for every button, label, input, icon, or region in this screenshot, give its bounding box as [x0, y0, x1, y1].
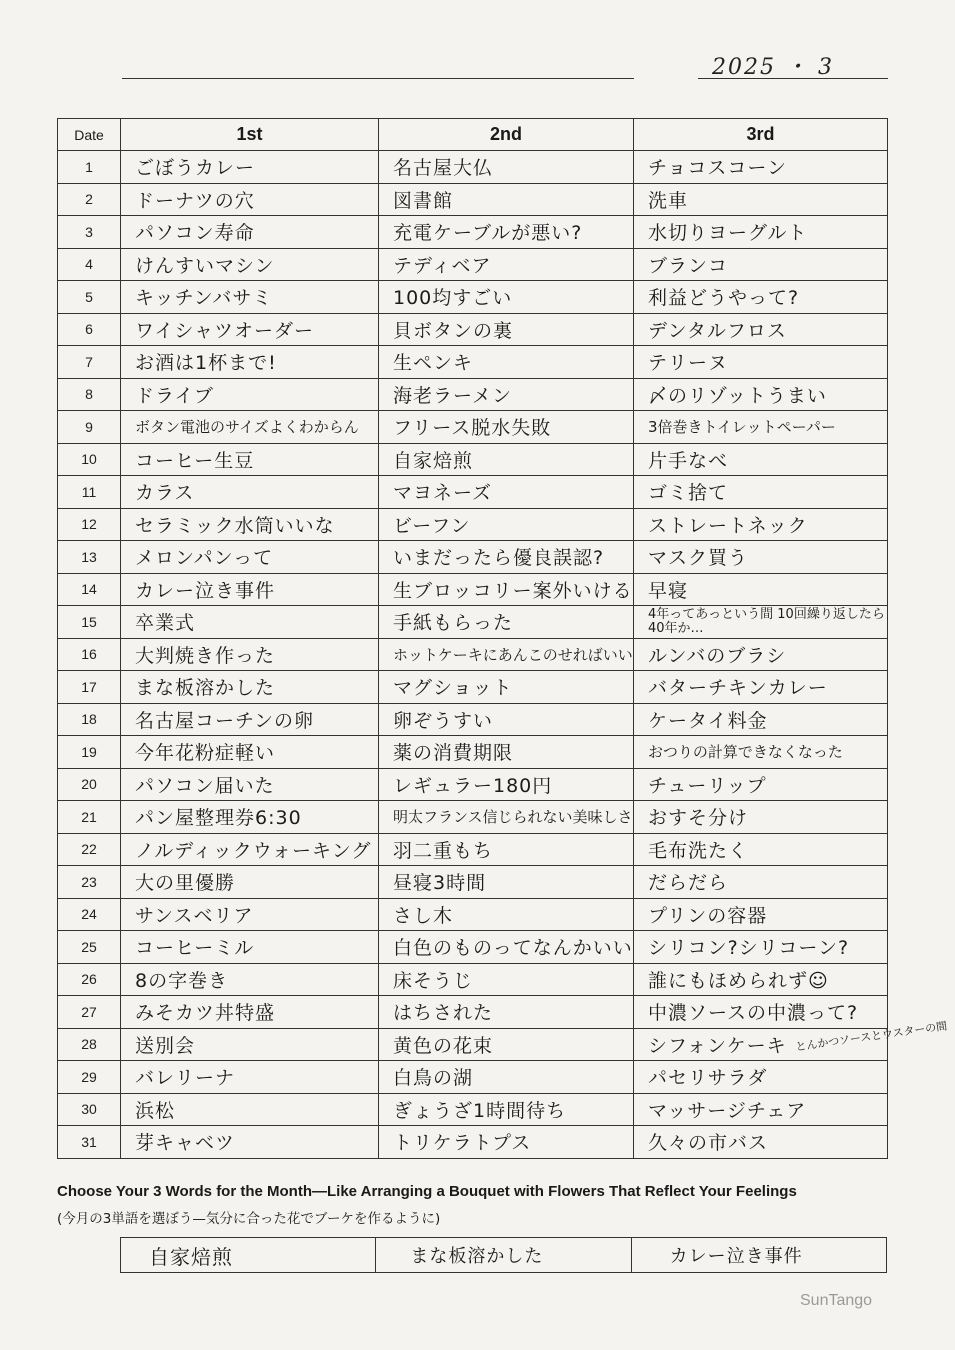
entry-1st: まな板溶かした [121, 671, 379, 704]
entry-3rd: おすそ分け [634, 801, 888, 834]
date-cell: 11 [58, 476, 121, 509]
table-row [58, 313, 888, 346]
entry-3rd: ストレートネック [634, 508, 888, 541]
entry-2nd: 羽二重もち [379, 833, 634, 866]
table-row [58, 638, 888, 671]
table-row [58, 281, 888, 314]
date-cell: 20 [58, 768, 121, 801]
table-row [58, 1126, 888, 1159]
table-row [58, 216, 888, 249]
entry-2nd: 昼寝3時間 [379, 866, 634, 899]
entry-1st: サンスベリア [121, 898, 379, 931]
entry-1st: メロンパンって [121, 541, 379, 574]
entry-3rd: 久々の市バス [634, 1126, 888, 1159]
entry-2nd: ビーフン [379, 508, 634, 541]
monthly-word-1: 自家焙煎 [121, 1238, 376, 1273]
date-cell: 7 [58, 346, 121, 379]
entry-2nd: 自家焙煎 [379, 443, 634, 476]
entry-3rd: シリコン?シリコーン? [634, 931, 888, 964]
section-title: Choose Your 3 Words for the Month—Like Arranging a Bouquet with Flowers That Reflect Your Feelings [57, 1183, 797, 1200]
entry-1st: カラス [121, 476, 379, 509]
date-cell: 28 [58, 1028, 121, 1061]
date-cell: 18 [58, 703, 121, 736]
entry-3rd: パセリサラダ [634, 1061, 888, 1094]
table-row [58, 151, 888, 184]
table-row [58, 736, 888, 769]
date-cell: 21 [58, 801, 121, 834]
table-row [58, 801, 888, 834]
date-cell: 31 [58, 1126, 121, 1159]
entry-2nd: 100均すごい [379, 281, 634, 314]
column-header-1st: 1st [121, 119, 379, 151]
entry-1st: ドーナツの穴 [121, 183, 379, 216]
date-cell: 30 [58, 1093, 121, 1126]
entry-1st: ごぼうカレー [121, 151, 379, 184]
entry-2nd: トリケラトプス [379, 1126, 634, 1159]
entry-2nd: 充電ケーブルが悪い? [379, 216, 634, 249]
entry-3rd: 〆のリゾットうまい [634, 378, 888, 411]
table-row [58, 1061, 888, 1094]
entry-1st: パン屋整理券6:30 [121, 801, 379, 834]
date-cell: 26 [58, 963, 121, 996]
entry-2nd: 明太フランス信じられない美味しさ [379, 801, 634, 834]
date-cell: 17 [58, 671, 121, 704]
date-cell: 13 [58, 541, 121, 574]
table-row [58, 1093, 888, 1126]
entry-2nd: 黄色の花束 [379, 1028, 634, 1061]
entry-3rd: チューリップ [634, 768, 888, 801]
entry-2nd: 床そうじ [379, 963, 634, 996]
entry-3rd: テリーヌ [634, 346, 888, 379]
entry-2nd: いまだったら優良誤認? [379, 541, 634, 574]
table-row [58, 963, 888, 996]
table-row [58, 346, 888, 379]
entry-2nd: 図書館 [379, 183, 634, 216]
table-row [58, 996, 888, 1029]
date-cell: 25 [58, 931, 121, 964]
entry-1st: パソコン届いた [121, 768, 379, 801]
entry-3rd: 誰にもほめられず☺ [634, 963, 888, 996]
entry-2nd: マヨネーズ [379, 476, 634, 509]
table-row [58, 183, 888, 216]
date-cell: 15 [58, 606, 121, 639]
entry-1st: コーヒー生豆 [121, 443, 379, 476]
table-body [58, 151, 888, 1159]
column-header-date: Date [58, 119, 121, 151]
entry-2nd: フリース脱水失敗 [379, 411, 634, 444]
monthly-words-table [120, 1237, 887, 1273]
entry-1st: セラミック水筒いいな [121, 508, 379, 541]
entry-3rd: ゴミ捨て [634, 476, 888, 509]
entry-3rd: 中濃ソースの中濃って? [634, 996, 888, 1029]
entry-2nd: はちされた [379, 996, 634, 1029]
entry-1st: ドライブ [121, 378, 379, 411]
table-row [58, 606, 888, 639]
entry-2nd: 名古屋大仏 [379, 151, 634, 184]
date-cell: 4 [58, 248, 121, 281]
date-cell: 5 [58, 281, 121, 314]
entry-1st: みそカツ丼特盛 [121, 996, 379, 1029]
entry-3rd: 3倍巻きトイレットペーパー [634, 411, 888, 444]
header-blank-line [122, 78, 634, 79]
monthly-word-2: まな板溶かした [376, 1238, 631, 1273]
entry-2nd: さし木 [379, 898, 634, 931]
entry-2nd: 白色のものってなんかいい [379, 931, 634, 964]
table-row [58, 866, 888, 899]
entry-3rd: マッサージチェア [634, 1093, 888, 1126]
entry-1st: キッチンバサミ [121, 281, 379, 314]
entry-2nd: 貝ボタンの裏 [379, 313, 634, 346]
date-cell: 3 [58, 216, 121, 249]
entry-3rd: シフォンケーキ [634, 1028, 888, 1061]
table-row [58, 443, 888, 476]
entry-3rd: 片手なべ [634, 443, 888, 476]
monthly-words-row [121, 1238, 887, 1273]
entry-1st: 名古屋コーチンの卵 [121, 703, 379, 736]
date-cell: 1 [58, 151, 121, 184]
header-date-line [698, 78, 888, 79]
table-row [58, 508, 888, 541]
entry-2nd: マグショット [379, 671, 634, 704]
date-cell: 27 [58, 996, 121, 1029]
entry-2nd: 手紙もらった [379, 606, 634, 639]
table-row [58, 898, 888, 931]
entry-2nd: 生ブロッコリー案外いける [379, 573, 634, 606]
section-subtitle: (今月の3単語を選ぼう—気分に合った花でブーケを作るように) [57, 1211, 441, 1227]
entry-3rd: 水切りヨーグルト [634, 216, 888, 249]
entry-1st: 送別会 [121, 1028, 379, 1061]
entry-3rd: 早寝 [634, 573, 888, 606]
entry-2nd: 海老ラーメン [379, 378, 634, 411]
entry-3rd: 毛布洗たく [634, 833, 888, 866]
table-row [58, 931, 888, 964]
brand-logo: SunTango [800, 1292, 873, 1309]
entry-3rd: ブランコ [634, 248, 888, 281]
entry-2nd: テディベア [379, 248, 634, 281]
header-date: 2025 ・ 3 [712, 55, 834, 80]
entry-3rd: おつりの計算できなくなった [634, 736, 888, 769]
entry-3rd: ルンバのブラシ [634, 638, 888, 671]
table-row [58, 541, 888, 574]
date-cell: 24 [58, 898, 121, 931]
entry-3rd: バターチキンカレー [634, 671, 888, 704]
table-row [58, 476, 888, 509]
table-row [58, 1028, 888, 1061]
entry-1st: お酒は1杯まで! [121, 346, 379, 379]
entry-1st: 8の字巻き [121, 963, 379, 996]
entry-3rd: プリンの容器 [634, 898, 888, 931]
entry-1st: ワイシャツオーダー [121, 313, 379, 346]
date-cell: 12 [58, 508, 121, 541]
date-cell: 2 [58, 183, 121, 216]
entry-1st: 大判焼き作った [121, 638, 379, 671]
entry-2nd: 薬の消費期限 [379, 736, 634, 769]
table-header-row [58, 119, 888, 151]
date-cell: 6 [58, 313, 121, 346]
entry-3rd: チョコスコーン [634, 151, 888, 184]
table-row [58, 703, 888, 736]
entry-1st: カレー泣き事件 [121, 573, 379, 606]
entry-1st: 浜松 [121, 1093, 379, 1126]
entry-2nd: ぎょうざ1時間待ち [379, 1093, 634, 1126]
entry-2nd: 生ペンキ [379, 346, 634, 379]
table-row [58, 768, 888, 801]
date-cell: 22 [58, 833, 121, 866]
table-row [58, 671, 888, 704]
entry-3rd: ケータイ料金 [634, 703, 888, 736]
column-header-2nd: 2nd [379, 119, 634, 151]
entry-2nd: ホットケーキにあんこのせればいい [379, 638, 634, 671]
daily-words-table [57, 118, 888, 1159]
column-header-3rd: 3rd [634, 119, 888, 151]
entry-1st: バレリーナ [121, 1061, 379, 1094]
entry-1st: パソコン寿命 [121, 216, 379, 249]
table-row [58, 573, 888, 606]
table-row [58, 833, 888, 866]
entry-3rd: だらだら [634, 866, 888, 899]
table-row [58, 411, 888, 444]
entry-1st: コーヒーミル [121, 931, 379, 964]
entry-1st: ボタン電池のサイズよくわからん [121, 411, 379, 444]
entry-1st: 大の里優勝 [121, 866, 379, 899]
date-cell: 29 [58, 1061, 121, 1094]
table-row [58, 248, 888, 281]
date-cell: 19 [58, 736, 121, 769]
entry-1st: ノルディックウォーキング [121, 833, 379, 866]
entry-3rd: 洗車 [634, 183, 888, 216]
entry-1st: 今年花粉症軽い [121, 736, 379, 769]
date-cell: 9 [58, 411, 121, 444]
entry-1st: 芽キャベツ [121, 1126, 379, 1159]
entry-2nd: レギュラー180円 [379, 768, 634, 801]
monthly-word-3: カレー泣き事件 [631, 1238, 886, 1273]
margin-note: とんかつソースとウスターの間 [794, 1019, 948, 1054]
date-cell: 14 [58, 573, 121, 606]
entry-1st: けんすいマシン [121, 248, 379, 281]
entry-2nd: 卵ぞうすい [379, 703, 634, 736]
date-cell: 23 [58, 866, 121, 899]
entry-3rd: 利益どうやって? [634, 281, 888, 314]
date-cell: 8 [58, 378, 121, 411]
entry-3rd: デンタルフロス [634, 313, 888, 346]
table-row [58, 378, 888, 411]
entry-3rd: 4年ってあっという間 10回繰り返したら40年か… [634, 606, 888, 639]
entry-2nd: 白鳥の湖 [379, 1061, 634, 1094]
date-cell: 16 [58, 638, 121, 671]
entry-1st: 卒業式 [121, 606, 379, 639]
entry-3rd: マスク買う [634, 541, 888, 574]
date-cell: 10 [58, 443, 121, 476]
